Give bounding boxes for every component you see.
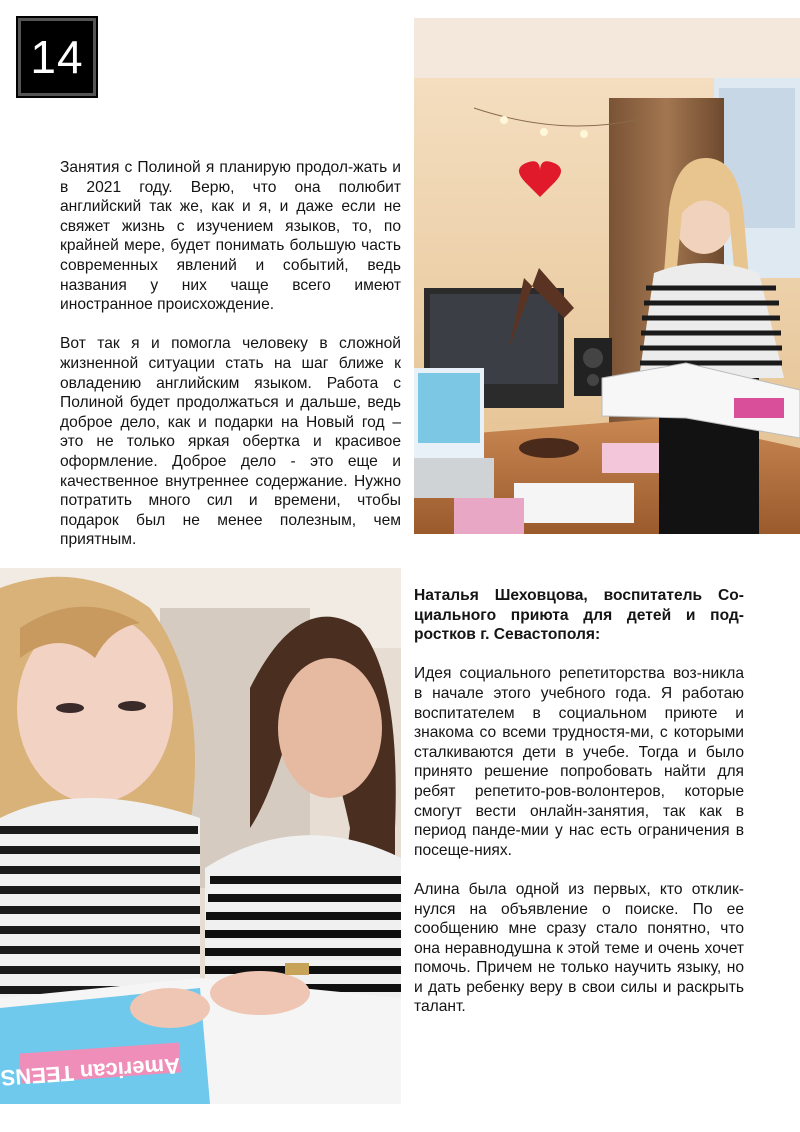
photo-girl-in-room	[414, 18, 800, 534]
magazine-title-text: American TEENS	[0, 1053, 181, 1091]
page-number: 14	[30, 31, 84, 83]
page-number-badge	[18, 18, 96, 96]
paragraph: Занятия с Полиной я планирую продол-жать и в 2021 году. Верю, что она полюбит английский так же, как и я, и даже если не свяжет жизнь с изучением языков, то, по крайней мере, будет понимать большую часть современных явлений и событий, ведь названия у них чаще всего имеют иностранное происхождение.	[60, 159, 401, 314]
paragraph: Вот так я и помогла человеку в сложной жизненной ситуации стать на шаг ближе к овладению английским языком. Работа с Полиной будет продолжаться и дальше, ведь доброе дело, как и подарки на Новый год – это не только яркая обертка и красивое оформление. Доброе дело - это еще и качественное внутреннее содержание. Нужно потратить много сил и времени, чтобы подарок был не менее полезным, чем приятным.	[60, 335, 401, 549]
paragraph: Идея социального репетиторства воз-никла в начале этого учебного года. Я работаю воспитателем в социальном приюте и знакома со всеми трудностя-ми, с которыми сталкиваются дети в учебе. Тогда и было принято решение попробовать найти для ребят репетито-ров-волонтеров, которые смогут вести онлайн-занятия, так как в период панде-мии у нас есть ограничения в посеще-ниях.	[414, 665, 744, 859]
photo-girls-reading-illustration	[0, 568, 401, 1104]
right-text-column	[414, 586, 744, 1037]
photo-girl-in-room-illustration	[414, 18, 800, 534]
paragraph: Алина была одной из первых, кто отклик-нулся на объявление о поиске. По ее сообщению мне сразу стало понятно, что она неравнодушна к этой теме и очень хочет помочь. Причем не только научить языку, но и дать ребенку веру в свои силы и раскрыть талант.	[414, 880, 744, 1016]
photo-girls-reading	[0, 568, 401, 1104]
left-text-column	[60, 158, 401, 569]
interviewee-author-line: Наталья Шеховцова, воспитатель Со-циального приюта для детей и под-ростков г. Севастополя:	[414, 587, 744, 644]
